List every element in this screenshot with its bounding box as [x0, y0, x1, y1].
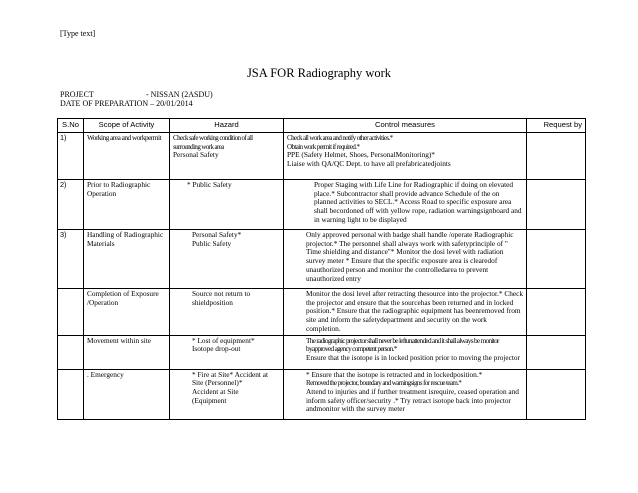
control-line: Removed the projector, boundary and warningsigns for rescue team.*	[306, 379, 462, 388]
row-sno	[58, 289, 84, 336]
hazard-line: Public Safety	[192, 238, 232, 248]
project-label: PROJECT	[60, 90, 94, 99]
control-line: Monitor the dosi level after retracting thesource into the projector.* Check the projector and ensure that the sourcehas been returned and in locked position.* Ensure that the radiographic equipment has beenremoved from site and inform the safetydepartment and security on the work completion.	[306, 289, 524, 333]
table-row	[58, 335, 586, 369]
row-control	[284, 369, 527, 419]
control-line: Ensure that the isotope is in locked position prior to moving the projector	[306, 352, 521, 362]
date-label: DATE OF PREPARATION	[60, 99, 149, 108]
row-scope: Completion of Exposure /Operation	[84, 289, 170, 336]
row-sno	[58, 369, 84, 419]
row-scope: Prior to Radiographic Operation	[84, 180, 170, 230]
row-request	[527, 369, 586, 419]
hazard-line: Source not return to shieldposition	[192, 289, 251, 307]
project-value: - NISSAN (2ASDU)	[146, 90, 213, 99]
hazard-line: * Public Safety	[187, 180, 232, 189]
date-line	[60, 99, 193, 109]
header-sno: S.No	[58, 119, 84, 133]
row-request	[527, 289, 586, 336]
row-request	[527, 180, 586, 230]
header-hazard: Hazard	[170, 119, 284, 133]
table-row	[58, 289, 586, 336]
control-line: Attend to injuries and if further treatment isrequire, ceased operation and inform safety officer/security .* Try retract isotope back into projector andmonitor with the survey meter	[306, 386, 519, 414]
jsa-table	[57, 118, 586, 420]
hazard-line: * Fire at Site* Accident at Site (Personnel)*	[192, 369, 268, 388]
control-line: * Ensure that the isotope is retracted and in lockedposition.*	[306, 369, 483, 379]
row-scope: . Emergency	[84, 369, 170, 419]
row-scope: Handling of RadiographicMaterials	[84, 230, 170, 289]
row-sno	[58, 335, 84, 369]
table-row	[58, 180, 586, 230]
row-control	[284, 335, 527, 369]
hazard-line: Personal Safety	[173, 150, 219, 160]
row-sno: 3)	[58, 230, 84, 289]
document-title: JSA FOR Radiography work	[246, 66, 392, 80]
control-line: Only approved personal with badge shall handle /operate Radiographic projector.* The personnel shall always work with safetyprinciple of " Time shielding and distance"* Monitor the dosi level with radiation survey meter * Ensure that the specific exposure area is clearedof unauthorized person and monitor the controlledarea to prevent unauthorized entry	[306, 230, 514, 283]
table-row	[58, 230, 586, 289]
table-header-row	[58, 119, 586, 133]
hazard-line: Accident at Site	[192, 386, 239, 396]
hazard-line: Personal Safety*	[192, 230, 242, 239]
row-sno: 1)	[58, 133, 84, 180]
row-control	[284, 230, 527, 289]
row-request	[527, 230, 586, 289]
header-scope: Scope of Activity	[84, 119, 170, 133]
hazard-line: Isotope drop-out	[192, 344, 241, 354]
row-hazard	[170, 180, 284, 230]
control-line: PPE (Safety Helmet, Shoes, PersonalMonitoring)*	[287, 150, 435, 160]
table-row	[58, 133, 586, 180]
row-scope: Movement within site	[84, 335, 170, 369]
table-row	[58, 369, 586, 419]
row-hazard	[170, 230, 284, 289]
row-request	[527, 335, 586, 369]
header-placeholder-text: [Type text]	[60, 29, 96, 38]
header-control: Control measures	[284, 119, 527, 133]
row-sno: 2)	[58, 180, 84, 230]
row-control	[284, 180, 527, 230]
hazard-line: * Lost of equipment*	[192, 335, 255, 345]
date-value: – 20/01/2014	[150, 99, 193, 108]
control-line: Proper Staging with Life Line for Radiographic if doing on elevated place.* Subcontractor shall provide advance Schedule of the on planned activities to SECL.* Access Road to specific exposure area shall becordoned off with yellow rope, radiation warningsignboard and in warning light to be displayed	[314, 180, 522, 224]
row-hazard	[170, 369, 284, 419]
row-scope: Working area and workpermit	[84, 133, 170, 180]
control-line: Liaise with QA/QC Dept. to have all prefabricatedjoints	[287, 159, 451, 169]
header-request: Request by	[527, 119, 586, 133]
row-control	[284, 289, 527, 336]
row-hazard	[170, 335, 284, 369]
row-control	[284, 133, 527, 180]
control-line: The radiographic projector shall never be leftunattended and it shall always be monitor byapproved agency competent person.*	[306, 335, 499, 354]
row-hazard	[170, 133, 284, 180]
hazard-line: (Equipment	[192, 395, 227, 405]
row-hazard	[170, 289, 284, 336]
control-line: Check all work area and notify other activities.*	[287, 134, 393, 142]
row-request	[527, 133, 586, 180]
control-line: Obtain work permit if required.*	[287, 142, 360, 151]
hazard-line: Check safe working condition of all surrounding work area	[173, 134, 253, 151]
